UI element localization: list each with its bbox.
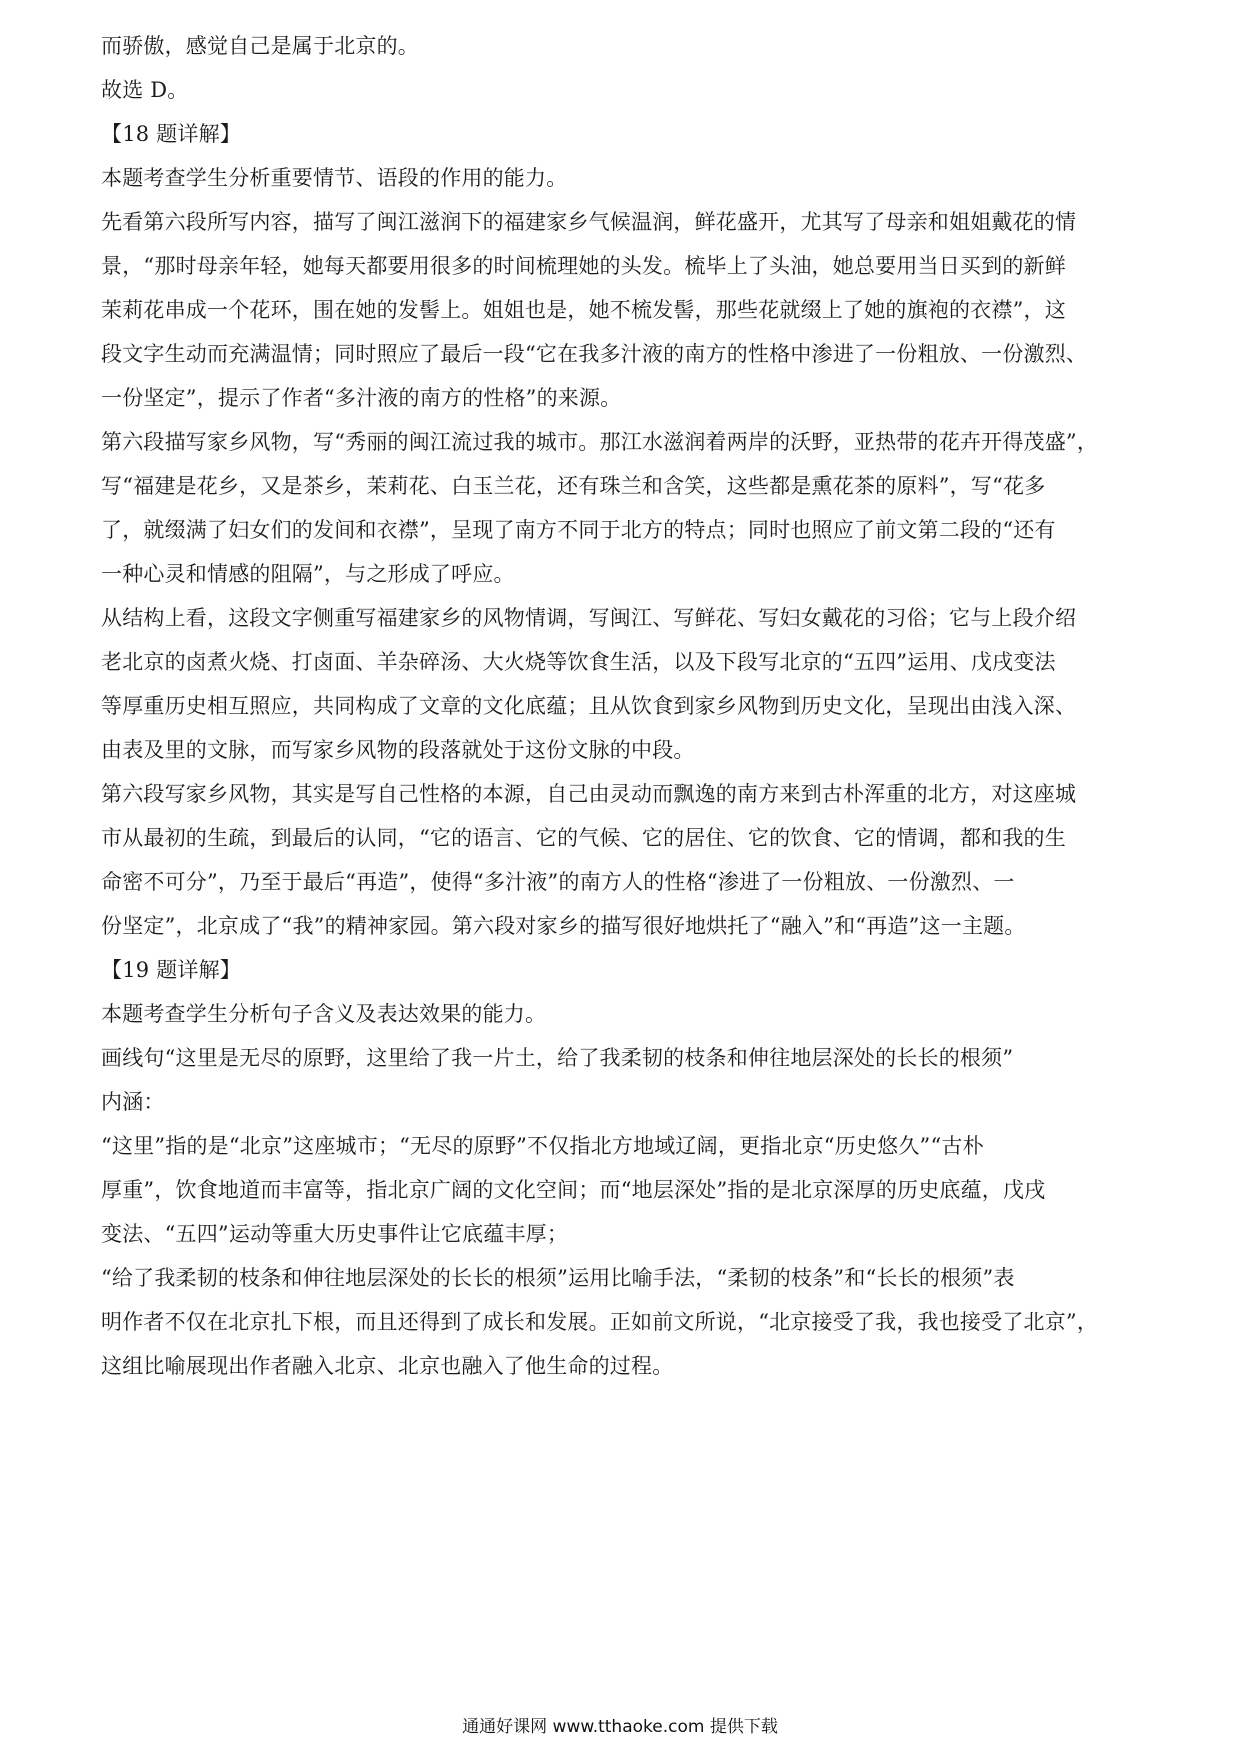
text-line: 份坚定”，北京成了“我”的精神家园。第六段对家乡的描写很好地烘托了“融入”和“再造”这一主题。	[101, 914, 1026, 938]
text-line: 本题考查学生分析重要情节、语段的作用的能力。	[101, 166, 568, 190]
section-heading: 【18 题详解】	[101, 122, 241, 146]
text-line: 由表及里的文脉，而写家乡风物的段落就处于这份文脉的中段。	[101, 738, 695, 762]
text-line: 先看第六段所写内容，描写了闽江滋润下的福建家乡气候温润，鲜花盛开，尤其写了母亲和姐姐戴花的情	[101, 210, 1077, 234]
text-line: 而骄傲，感觉自己是属于北京的。	[101, 34, 419, 58]
text-line: 老北京的卤煮火烧、打卤面、羊杂碎汤、大火烧等饮食生活，以及下段写北京的“五四”运用、戊戌变法	[101, 650, 1056, 674]
text-line: 厚重”，饮食地道而丰富等，指北京广阔的文化空间；而“地层深处”指的是北京深厚的历史底蕴，戊戌	[101, 1178, 1046, 1202]
text-line: 变法、“五四”运动等重大历史事件让它底蕴丰厚；	[101, 1222, 569, 1246]
text-line: 一种心灵和情感的阻隔”，与之形成了呼应。	[101, 562, 515, 586]
text-line: 段文字生动而充满温情；同时照应了最后一段“它在我多汁液的南方的性格中渗进了一份粗放、一份激烈、	[101, 342, 1088, 366]
text-line: 故选 D。	[101, 78, 189, 102]
text-line: 画线句“这里是无尽的原野，这里给了我一片土，给了我柔韧的枝条和伸往地层深处的长长的根须”	[101, 1046, 1014, 1070]
text-line: “给了我柔韧的枝条和伸往地层深处的长长的根须”运用比喻手法，“柔韧的枝条”和“长长的根须”表	[101, 1266, 1015, 1290]
page-footer: 通通好课网 www.tthaoke.com 提供下载	[462, 1717, 778, 1737]
text-line: 第六段写家乡风物，其实是写自己性格的本源，自己由灵动而飘逸的南方来到古朴浑重的北方，对这座城	[101, 782, 1077, 806]
text-line: 等厚重历史相互照应，共同构成了文章的文化底蕴；且从饮食到家乡风物到历史文化，呈现出由浅入深、	[101, 694, 1077, 718]
text-line: 了，就缀满了妇女们的发间和衣襟”，呈现了南方不同于北方的特点；同时也照应了前文第二段的“还有	[101, 518, 1056, 542]
text-line: 内涵：	[101, 1090, 165, 1114]
text-line: 写“福建是花乡，又是茶乡，茉莉花、白玉兰花，还有珠兰和含笑，这些都是熏花茶的原料”，写“花多	[101, 474, 1046, 498]
document-body	[101, 24, 1131, 1388]
text-line: 第六段描写家乡风物，写“秀丽的闽江流过我的城市。那江水滋润着两岸的沃野，亚热带的花卉开得茂盛”，	[101, 430, 1099, 454]
text-line: 明作者不仅在北京扎下根，而且还得到了成长和发展。正如前文所说，“北京接受了我，我也接受了北京”，	[101, 1310, 1099, 1334]
text-line: 从结构上看，这段文字侧重写福建家乡的风物情调，写闽江、写鲜花、写妇女戴花的习俗；它与上段介绍	[101, 606, 1077, 630]
text-line: 景，“那时母亲年轻，她每天都要用很多的时间梳理她的头发。梳毕上了头油，她总要用当日买到的新鲜	[101, 254, 1066, 278]
text-line: 一份坚定”，提示了作者“多汁液的南方的性格”的来源。	[101, 386, 622, 410]
section-heading: 【19 题详解】	[101, 958, 241, 982]
text-line: “这里”指的是“北京”这座城市；“无尽的原野”不仅指北方地域辽阔，更指北京“历史悠久”“古朴	[101, 1134, 984, 1158]
text-line: 命密不可分”，乃至于最后“再造”，使得“多汁液”的南方人的性格“渗进了一份粗放、一份激烈、一	[101, 870, 1015, 894]
text-line: 本题考查学生分析句子含义及表达效果的能力。	[101, 1002, 547, 1026]
text-line: 市从最初的生疏，到最后的认同，“它的语言、它的气候、它的居住、它的饮食、它的情调，都和我的生	[101, 826, 1066, 850]
text-line: 茉莉花串成一个花环，围在她的发髻上。姐姐也是，她不梳发髻，那些花就缀上了她的旗袍的衣襟”，这	[101, 298, 1066, 322]
text-line: 这组比喻展现出作者融入北京、北京也融入了他生命的过程。	[101, 1354, 674, 1378]
